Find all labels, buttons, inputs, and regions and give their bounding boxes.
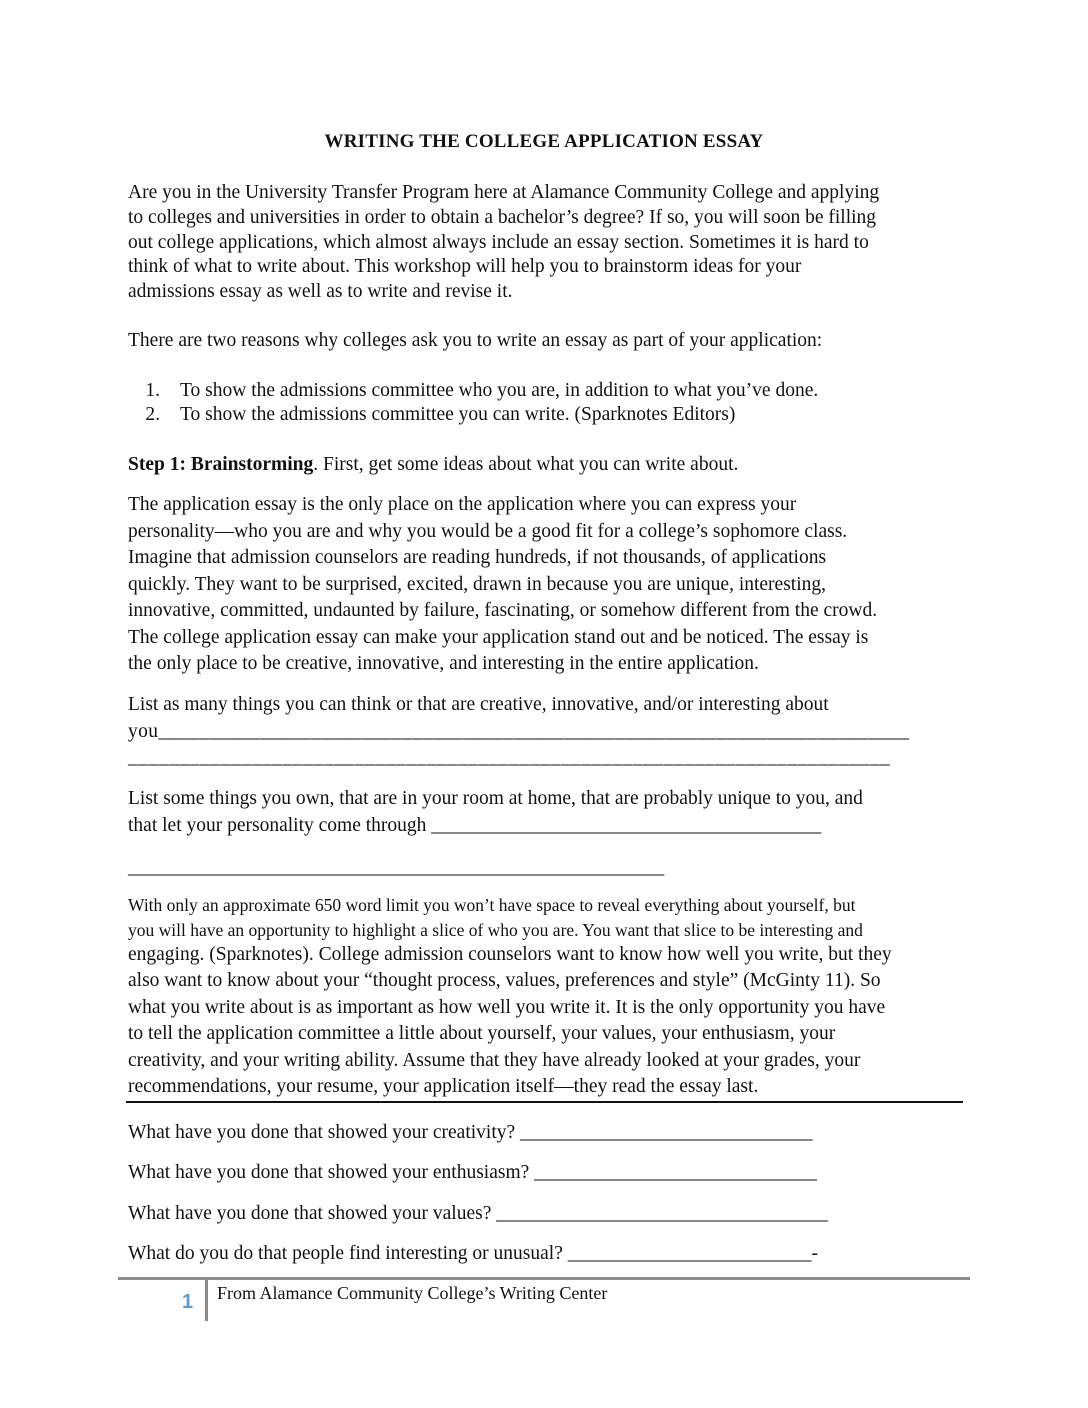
limit-line: to tell the application committee a little about yourself, your values, your enthusiasm, your (128, 1023, 836, 1044)
document-title: WRITING THE COLLEGE APPLICATION ESSAY (324, 131, 764, 152)
intro-line: out college applications, which almost always include an essay section. Sometimes it is hard to (128, 232, 869, 253)
question-creativity[interactable]: What have you done that showed your creativity? ______________________________ (128, 1122, 813, 1143)
reason-text: To show the admissions committee who you are, in addition to what you’ve done. (180, 380, 819, 401)
divider-rule (126, 1101, 963, 1103)
step1-text: . First, get some ideas about what you can write about. (313, 454, 739, 475)
own-prompt: List some things you own, that are in your room at home, that are probably unique to you, and (128, 788, 863, 809)
reason-text: To show the admissions committee you can write. (Sparknotes Editors) (180, 404, 736, 425)
footer-divider (205, 1277, 208, 1321)
question-values[interactable]: What have you done that showed your values? __________________________________ (128, 1203, 828, 1224)
step1-title: Step 1: Brainstorming (128, 454, 314, 475)
limit-line: what you write about is as important as how well you write it. It is the only opportunity you have (128, 997, 886, 1018)
reason-item (128, 402, 735, 428)
footer-text: From Alamance Community College’s Writing Center (217, 1283, 608, 1303)
limit-line: you will have an opportunity to highlight a slice of who you are. You want that slice to be interesting and (128, 920, 863, 940)
limit-line: With only an approximate 650 word limit you won’t have space to reveal everything about yourself, but (128, 895, 856, 915)
page-number: 1 (182, 1291, 194, 1313)
limit-line: engaging. (Sparknotes). College admission counselors want to know how well you write, but they (128, 944, 892, 965)
reason-number: 1. (145, 380, 160, 401)
application-line: The application essay is the only place on the application where you can express your (128, 494, 797, 515)
application-line: innovative, committed, undaunted by failure, fascinating, or somehow different from the crowd. (128, 600, 878, 621)
reasons-intro: There are two reasons why colleges ask you to write an essay as part of your application: (128, 330, 823, 351)
question-enthusiasm[interactable]: What have you done that showed your enthusiasm? _____________________________ (128, 1162, 817, 1183)
intro-line: think of what to write about. This workshop will help you to brainstorm ideas for your (128, 256, 802, 277)
reason-number: 2. (145, 404, 160, 425)
reason-item (128, 378, 818, 404)
application-line: personality—who you are and why you would be a good fit for a college’s sophomore class. (128, 521, 848, 542)
answer-blank[interactable]: you__________________________________________________________________________ (128, 721, 910, 742)
own-prompt-with-blank[interactable]: that let your personality come through ________________________________________ (128, 815, 822, 836)
answer-blank[interactable]: __________________________________________________________________________ (128, 747, 891, 768)
list-prompt: List as many things you can think or that are creative, innovative, and/or interesting about (128, 694, 829, 715)
intro-line: admissions essay as well as to write and revise it. (128, 281, 513, 302)
step1-heading (128, 452, 738, 478)
application-line: The college application essay can make your application stand out and be noticed. The essay is (128, 627, 869, 648)
application-line: quickly. They want to be surprised, excited, drawn in because you are unique, interesting, (128, 574, 827, 595)
question-interesting[interactable]: What do you do that people find interesting or unusual? _________________________- (128, 1243, 818, 1264)
limit-line: creativity, and your writing ability. Assume that they have already looked at your grades, your (128, 1050, 861, 1071)
application-line: Imagine that admission counselors are reading hundreds, if not thousands, of applications (128, 547, 827, 568)
intro-line: to colleges and universities in order to obtain a bachelor’s degree? If so, you will soon be filling (128, 207, 877, 228)
limit-line: also want to know about your “thought process, values, preferences and style” (McGinty 11). So (128, 970, 881, 991)
answer-blank[interactable]: _______________________________________________________ (128, 857, 665, 878)
intro-line: Are you in the University Transfer Program here at Alamance Community College and applying (128, 182, 880, 203)
limit-line: recommendations, your resume, your application itself—they read the essay last. (128, 1076, 759, 1097)
application-line: the only place to be creative, innovative, and interesting in the entire application. (128, 653, 759, 674)
